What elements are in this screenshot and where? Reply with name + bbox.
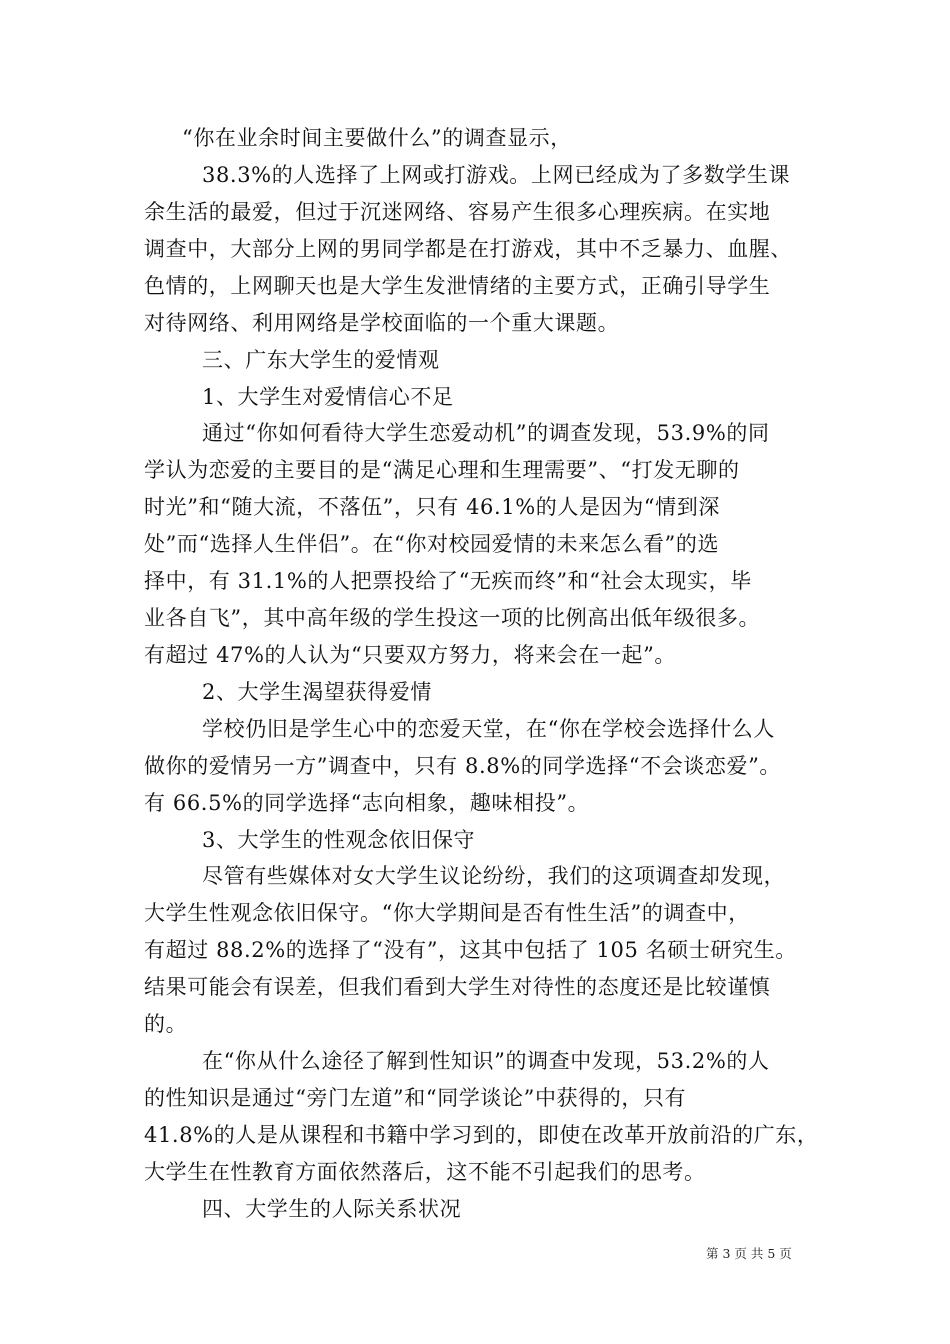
section-heading: 四、大学生的人际关系状况 [202, 1197, 462, 1221]
text-line: 择中，有 31.1%的人把票投给了“无疾而终”和“社会太现实，毕 [144, 569, 752, 593]
section-heading: 三、广东大学生的爱情观 [202, 348, 440, 372]
text-line: 有超过 47%的人认为“只要双方努力，将来会在一起”。 [144, 643, 677, 667]
text-line: 在“你从什么途径了解到性知识”的调查中发现，53.2%的人 [202, 1049, 770, 1073]
text-line: 的。 [144, 1012, 188, 1036]
subsection-heading: 3、大学生的性观念依旧保守 [202, 828, 476, 852]
text-line: 余生活的最爱，但过于沉迷网络、容易产生很多心理疾病。在实地 [144, 200, 771, 224]
text-line: 尽管有些媒体对女大学生议论纷纷，我们的这项调查却发现， [202, 864, 786, 888]
text-line: 大学生性观念依旧保守。“你大学期间是否有性生活”的调查中， [144, 901, 750, 925]
page-number: 第 3 页 共 5 页 [706, 1246, 792, 1261]
text-line: 学校仍旧是学生心中的恋爱天堂，在“你在学校会选择什么人 [202, 717, 775, 741]
text-line: 通过“你如何看待大学生恋爱动机”的调查发现，53.9%的同 [202, 421, 770, 445]
text-line: 学认为恋爱的主要目的是“满足心理和生理需要”、“打发无聊的 [144, 458, 740, 482]
text-line: 的性知识是通过“旁门左道”和“同学谈论”中获得的，只有 [144, 1086, 687, 1110]
text-line: 时光”和“随大流，不落伍”，只有 46.1%的人是因为“情到深 [144, 495, 720, 519]
text-line: 结果可能会有误差，但我们看到大学生对待性的态度还是比较谨慎 [144, 975, 771, 999]
subsection-heading: 2、大学生渴望获得爱情 [202, 680, 432, 704]
text-line: “你在业余时间主要做什么”的调查显示， [182, 126, 572, 150]
text-line: 调查中，大部分上网的男同学都是在打游戏，其中不乏暴力、血腥、 [144, 237, 792, 261]
text-line: 对待网络、利用网络是学校面临的一个重大课题。 [144, 311, 620, 335]
subsection-heading: 1、大学生对爱情信心不足 [202, 385, 454, 409]
text-line: 有超过 88.2%的选择了“没有”，这其中包括了 105 名硕士研究生。 [144, 938, 797, 962]
text-line: 做你的爱情另一方”调查中，只有 8.8%的同学选择“不会谈恋爱”。 [144, 754, 782, 778]
text-line: 业各自飞”，其中高年级的学生投这一项的比例高出低年级很多。 [144, 606, 761, 630]
text-line: 有 66.5%的同学选择“志向相象，趣味相投”。 [144, 791, 590, 815]
text-line: 处”而“选择人生伴侣”。在“你对校园爱情的未来怎么看”的选 [144, 532, 720, 556]
text-line: 41.8%的人是从课程和书籍中学习到的，即使在改革开放前沿的广东， [144, 1123, 819, 1147]
text-line: 色情的，上网聊天也是大学生发泄情绪的主要方式，正确引导学生 [144, 274, 771, 298]
text-line: 大学生在性教育方面依然落后，这不能不引起我们的思考。 [144, 1160, 706, 1184]
text-line: 38.3%的人选择了上网或打游戏。上网已经成为了多数学生课 [202, 163, 791, 187]
